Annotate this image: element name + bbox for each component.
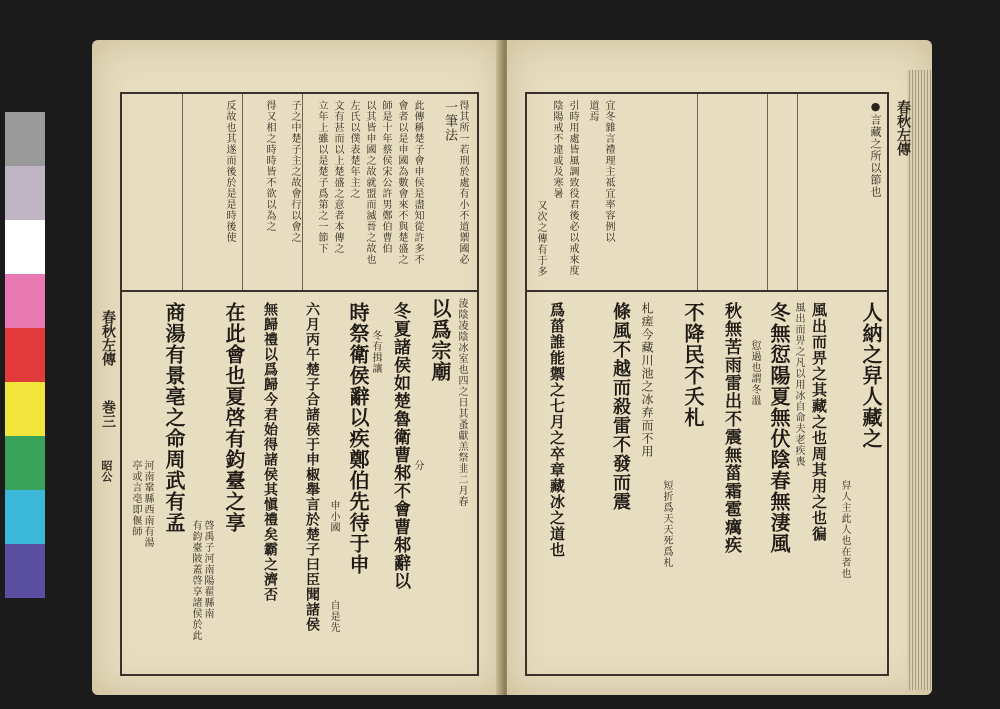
commentary-note: 自是先 <box>328 600 339 633</box>
upper-note: 得又相之時時皆不欲以為之 <box>264 100 275 232</box>
commentary-note: 申小國 <box>328 500 339 533</box>
main-text-column: 在此會也夏啓有鈞臺之享 <box>222 302 246 533</box>
commentary-note: 啓禹子河南陽翟縣南 <box>202 520 213 619</box>
swatch-yellow <box>5 382 45 436</box>
commentary-note: 短折爲天天死爲札 <box>661 480 672 568</box>
left-margin-title: 春秋左傳 <box>100 310 116 366</box>
upper-note: 以其皆申國之故就盟而滅晉之故也 <box>364 100 375 265</box>
upper-note: 陰陽戒不違或及寒暑 <box>551 100 562 199</box>
upper-note: 又次之傳有于多 <box>535 200 546 277</box>
commentary-note: 冬有揖讓 <box>370 330 381 374</box>
right-ruling-3 <box>797 94 798 290</box>
commentary-note: 河南鞏縣西南有湯 <box>142 460 153 548</box>
swatch-pink <box>5 274 45 328</box>
upper-note: 會者以是申國為數會來不與楚盛之 <box>396 100 407 265</box>
main-text-column: 條風不越而殺雷不發而震 <box>610 302 631 511</box>
main-text-column: 無歸禮以爲歸今君始得諸侯其愼禮矣霸之濟否 <box>262 302 278 602</box>
main-text-column: 不降民不夭札 <box>681 302 705 428</box>
upper-note: 師是十年蔡侯宋公許男鄭伯曹伯 <box>380 100 391 254</box>
swatch-cyan <box>5 490 45 544</box>
main-text-column: 人納之舁人藏之 <box>859 302 883 449</box>
commentary-note: 風出而畀之凡以用冰自命夫老疾喪 <box>793 302 804 467</box>
main-text-column: 時祭衛侯辭以疾鄭伯先待于申 <box>346 302 370 575</box>
main-text-column: 秋無苦雨雷出不震無菑霜雹癘疾 <box>721 302 741 554</box>
page-edges <box>907 70 932 690</box>
main-text-column: 以爲宗廟 <box>428 298 452 382</box>
upper-note: 引時用處皆風調致役君後必以戒來度 <box>567 100 578 276</box>
upper-note: 立年上雖以是楚子爲第之一節下 <box>316 100 327 254</box>
commentary-note: 分 <box>412 460 423 471</box>
commentary-note: 亭或言亳即偃師 <box>130 460 141 537</box>
right-page-divider <box>525 290 887 292</box>
commentary-note: 舁人主此人也在者也 <box>839 480 850 579</box>
upper-note: 一筆法 <box>442 100 457 142</box>
open-book <box>92 40 932 695</box>
right-ruling-2 <box>767 94 768 290</box>
upper-note: 反故也其遂而後於是是時後使 <box>224 100 235 243</box>
commentary-note: 淩陰凌陰冰室也四之日其蚤獻羔祭韭二月春 <box>456 298 467 507</box>
left-page <box>92 40 502 695</box>
upper-note: 道焉 <box>587 100 598 122</box>
upper-note: ●言藏之所以節也 <box>869 100 882 198</box>
right-page <box>507 40 932 695</box>
swatch-mauve <box>5 166 45 220</box>
upper-note: 左氏以僕表楚年主之 <box>348 100 359 199</box>
swatch-red <box>5 328 45 382</box>
upper-note: 此傳稱楚子會申侯是盡知從許多不 <box>412 100 423 265</box>
main-text-column: 冬夏諸侯如楚魯衛曹邾不會曹邾辭以 <box>390 302 410 590</box>
swatch-white <box>5 220 45 274</box>
left-page-divider <box>120 290 477 292</box>
main-text-column: 冬無愆陽夏無伏陰春無淒風 <box>767 302 791 554</box>
commentary-note: 札瘥今藏川池之冰弃而不用 <box>640 302 654 458</box>
color-calibration-strip <box>5 112 45 598</box>
upper-note: 宜冬雜言禮理主祗宜率容例以 <box>603 100 614 243</box>
left-ruling-1 <box>182 94 183 290</box>
left-ruling-2 <box>242 94 243 290</box>
main-text-column: 爲菑誰能禦之七月之卒章藏冰之道也 <box>548 302 566 558</box>
right-margin-title: 春秋左傳 <box>895 100 911 156</box>
left-margin-volume: 巻三 <box>100 400 116 428</box>
main-text-column: 六月丙午楚子合諸侯于申椒舉言於楚子曰臣聞諸侯 <box>304 302 320 632</box>
right-ruling-1 <box>697 94 698 290</box>
swatch-gray <box>5 112 45 166</box>
upper-note: 得其所一若刑於處有小不道禦國必 <box>457 100 468 265</box>
commentary-note: 愆過也謂冬溫 <box>749 340 760 406</box>
left-ruling-3 <box>302 94 303 290</box>
upper-note: 文有甚而以上楚盛之意者本傳之 <box>332 100 343 254</box>
swatch-blue <box>5 544 45 598</box>
main-text-column: 商湯有景亳之命周武有孟 <box>162 302 186 533</box>
upper-note: 子之中楚子主之故會行以會之 <box>289 100 300 243</box>
commentary-note: 有鈞臺陂蓋啓享諸侯於此 <box>190 520 201 641</box>
main-text-column: 風出而畀之其藏之也周其用之也徧 <box>810 302 828 542</box>
swatch-green <box>5 436 45 490</box>
left-margin-section: 昭公 <box>100 460 113 482</box>
